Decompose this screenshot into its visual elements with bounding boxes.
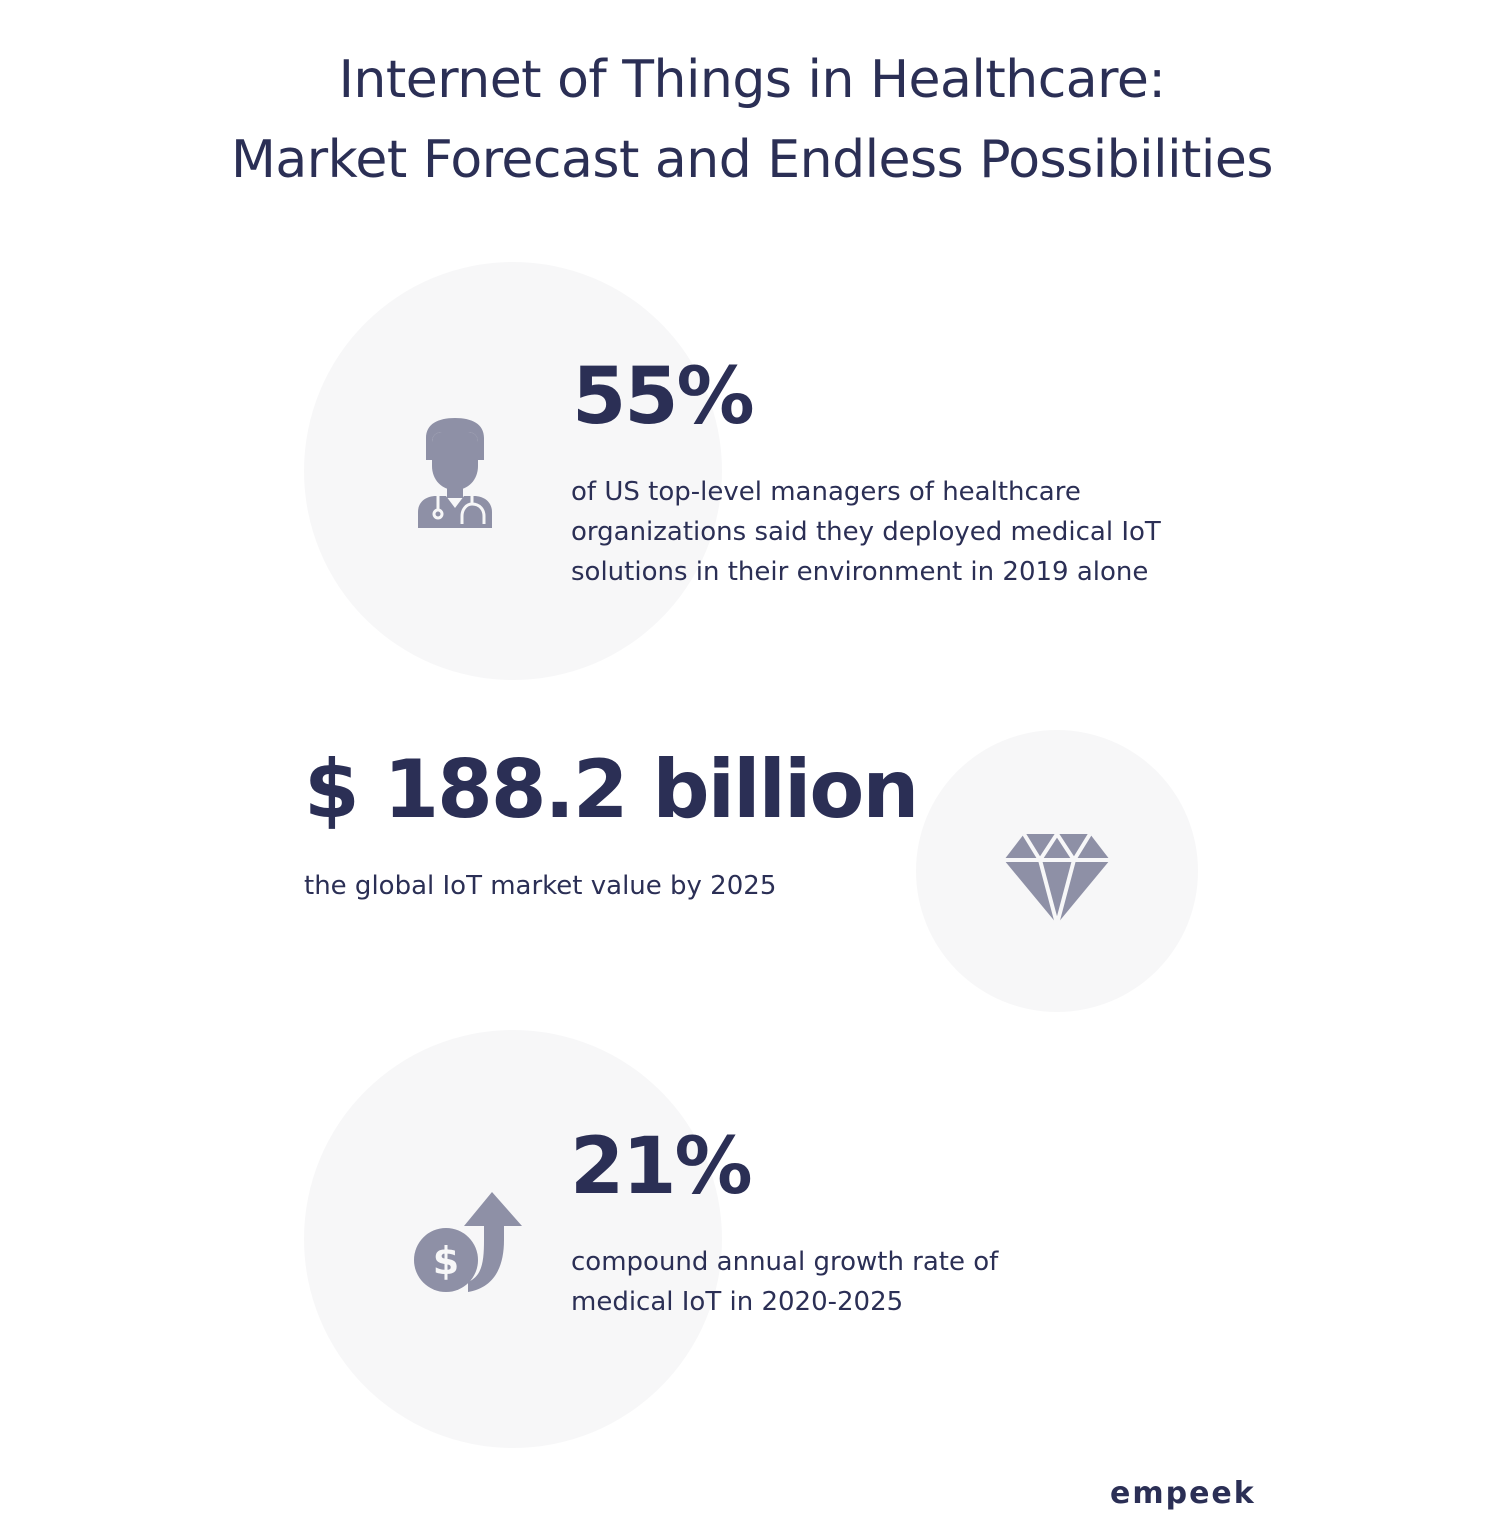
diamond-icon bbox=[1002, 832, 1112, 926]
page-title bbox=[0, 40, 1504, 200]
stat-1-description-line: organizations said they deployed medical IoT bbox=[571, 517, 1161, 547]
doctor-icon bbox=[416, 416, 494, 528]
stat-3-description bbox=[571, 1242, 998, 1322]
stat-2-value: $ 188.2 billion bbox=[304, 743, 918, 836]
dollar-growth-icon bbox=[412, 1190, 524, 1294]
stat-3-description-line: compound annual growth rate of bbox=[571, 1247, 999, 1277]
svg-text:$: $ bbox=[432, 1239, 460, 1283]
stat-1-value: 55% bbox=[572, 352, 753, 442]
title-line-1: Internet of Things in Healthcare: bbox=[338, 50, 1166, 110]
stat-3-description-line: medical IoT in 2020-2025 bbox=[571, 1287, 904, 1317]
stat-2-description-line: the global IoT market value by 2025 bbox=[304, 871, 777, 901]
stat-3-value: 21% bbox=[570, 1122, 751, 1212]
stat-1-description-line: of US top-level managers of healthcare bbox=[571, 477, 1081, 507]
stat-2-description bbox=[304, 866, 776, 906]
stat-1-description-line: solutions in their environment in 2019 alone bbox=[571, 557, 1149, 587]
empeek-logo: empeek bbox=[1110, 1476, 1256, 1511]
title-line-2: Market Forecast and Endless Possibilities bbox=[231, 130, 1273, 190]
stat-1-background-circle bbox=[304, 262, 722, 680]
stat-1-description bbox=[571, 472, 1161, 592]
